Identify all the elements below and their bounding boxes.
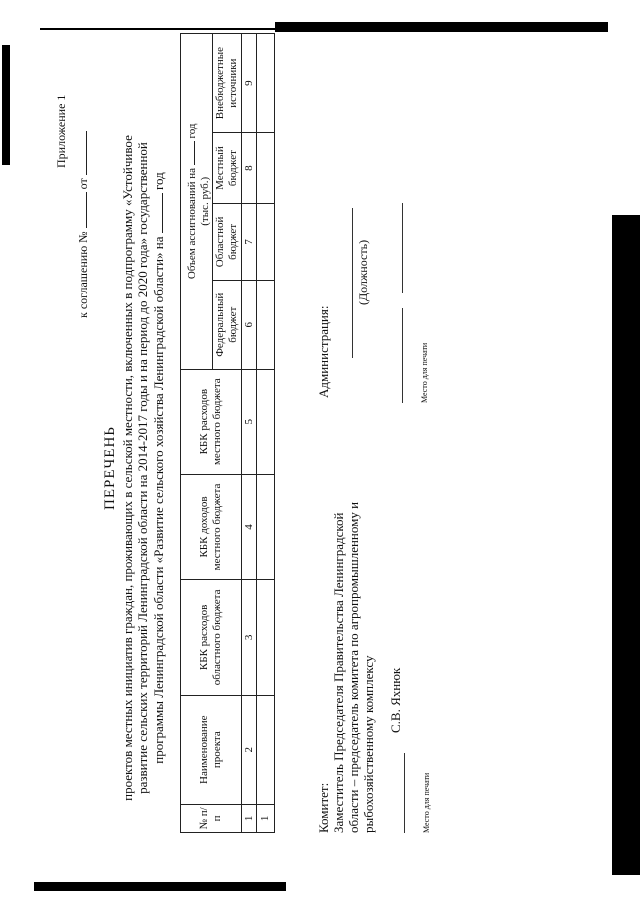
volume-header-year: год	[186, 123, 198, 139]
administration-position: (Должность)	[356, 239, 370, 305]
table-cell	[257, 580, 275, 696]
table-cell	[257, 695, 275, 804]
committee-line-1: Заместитель Председателя Правительства Ленинградской	[331, 512, 346, 833]
col-local-header: Местный бюджет	[213, 133, 241, 204]
subtitle-line-2: развитие сельских территорий Ленинградской области на 2014-2017 годы и на период до 2020 года» государственной	[135, 142, 150, 794]
col-kbk-income-header: КБК доходов местного бюджета	[181, 474, 242, 579]
num-cell: 1	[241, 804, 257, 832]
volume-header-units: (тыс. руб.)	[198, 176, 211, 226]
administration-signature-line-1	[402, 308, 403, 403]
projects-table	[180, 33, 275, 833]
agreement-from: от	[76, 178, 90, 190]
col-federal-header: Федеральный бюджет	[213, 280, 241, 369]
num-cell: 6	[241, 280, 257, 369]
agreement-line	[74, 131, 91, 318]
agreement-number-slot	[74, 192, 87, 228]
num-cell: 4	[241, 474, 257, 579]
col-name-header: Наименование проекта	[181, 695, 242, 804]
committee-signatory-name: С.В. Яхнюк	[388, 667, 403, 733]
table-cell	[257, 474, 275, 579]
scan-edge-top-thin	[40, 28, 280, 30]
committee-line-3: рыбохозяйственному комплексу	[361, 655, 376, 833]
committee-label: Комитет:	[316, 782, 331, 833]
num-cell: 5	[241, 369, 257, 474]
committee-line-2: области – председатель комитета по агропромышленному и	[346, 501, 361, 833]
appendix-label: Приложение 1	[54, 94, 68, 168]
col-volume-header	[181, 34, 213, 370]
num-cell: 7	[241, 203, 257, 280]
scan-edge-left	[2, 45, 10, 165]
col-kbk-regional-header: КБК расходов областного бюджета	[181, 580, 242, 696]
committee-signature-line	[404, 753, 405, 833]
administration-label: Администрация:	[316, 305, 331, 398]
table-row	[257, 34, 275, 833]
col-offbudget-header: Внебюджетные источники	[213, 34, 241, 133]
num-cell: 2	[241, 695, 257, 804]
row-num-cell: 1	[257, 804, 275, 832]
subtitle-line-3	[150, 78, 167, 858]
year-slot	[150, 193, 163, 233]
subtitle-year-word: год	[151, 172, 166, 190]
agreement-prefix: к соглашению №	[76, 231, 90, 318]
agreement-date-slot	[74, 131, 87, 175]
scan-edge-right	[612, 215, 640, 875]
document-title: ПЕРЕЧЕНЬ	[102, 426, 118, 510]
volume-header-text: Объем ассигнований на	[186, 168, 198, 280]
table-cell	[257, 369, 275, 474]
subtitle-line-3-text: программы Ленинградской области «Развитие сельского хозяйства Ленинградской области» на	[151, 236, 166, 764]
table-cell	[257, 34, 275, 133]
rotated-document	[32, 47, 592, 858]
administration-position-line	[352, 208, 353, 358]
table-number-row	[241, 34, 257, 833]
table-header-row-1	[181, 34, 213, 833]
committee-stamp-place: Место для печати	[422, 772, 431, 833]
subtitle-line-1: проектов местных инициатив граждан, проживающих в сельской местности, включенных в подпрограмму «Устойчивое	[120, 135, 135, 801]
num-cell: 8	[241, 133, 257, 204]
administration-stamp-place: Место для печати	[420, 342, 429, 403]
table-cell	[257, 133, 275, 204]
table-cell	[257, 280, 275, 369]
volume-year-slot	[182, 141, 195, 165]
num-cell: 3	[241, 580, 257, 696]
table-cell	[257, 203, 275, 280]
num-cell: 9	[241, 34, 257, 133]
col-regional-header: Областной бюджет	[213, 203, 241, 280]
col-kbk-local-header: КБК расходов местного бюджета	[181, 369, 242, 474]
col-num-header: № п/п	[181, 804, 242, 832]
administration-signature-line-2	[402, 203, 403, 293]
scan-edge-top	[275, 22, 608, 32]
scan-edge-bottom	[34, 882, 286, 891]
